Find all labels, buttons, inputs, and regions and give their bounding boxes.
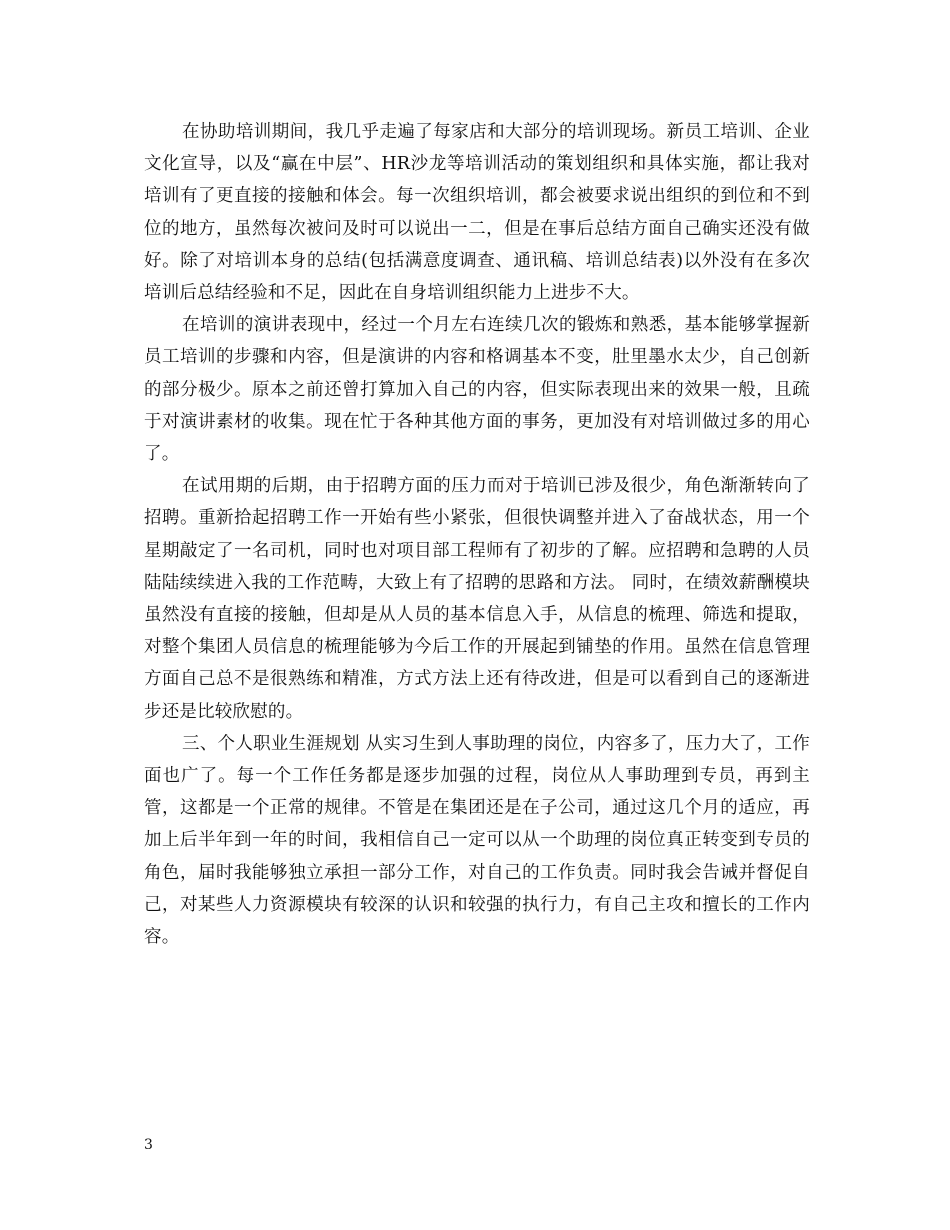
paragraph-career-planning: 三、个人职业生涯规划 从实习生到人事助理的岗位，内容多了，压力大了，工作面也广了。每一个工作任务都是逐步加强的过程，岗位从人事助理到专员，再到主管，这都是一个正常的规律。不管是在集团还是在子公司，通过这几个月的适应，再加上后半年到一年的时间，我相信自己一定可以从一个助理的岗位真正转变到专员的角色，届时我能够独立承担一部分工作，对自己的工作负责。同时我会告诫并督促自己，对某些人力资源模块有较深的认识和较强的执行力，有自己主攻和擅长的工作内容。 bbox=[144, 733, 810, 948]
paragraph-training-speech: 在培训的演讲表现中，经过一个月左右连续几次的锻炼和熟悉，基本能够掌握新员工培训的步骤和内容，但是演讲的内容和格调基本不变，肚里墨水太少，自己创新的部分极少。原本之前还曾打算加入自己的内容，但实际表现出来的效果一般，且疏于对演讲素材的收集。现在忙于各种其他方面的事务，更加没有对培训做过多的用心了。 bbox=[144, 315, 810, 465]
paragraph-training-assistance: 在协助培训期间，我几乎走遍了每家店和大部分的培训现场。新员工培训、企业文化宣导，以及“赢在中层”、HR沙龙等培训活动的策划组织和具体实施，都让我对培训有了更直接的接触和体会。每一次组织培训，都会被要求说出组织的到位和不到位的地方，虽然每次被问及时可以说出一二，但是在事后总结方面自己确实还没有做好。除了对培训本身的总结(包括满意度调查、通讯稿、培训总结表)以外没有在多次培训后总结经验和不足，因此在自身培训组织能力上进步不大。 bbox=[144, 122, 810, 304]
page-number: 3 bbox=[144, 1137, 153, 1153]
paragraph-recruitment: 在试用期的后期，由于招聘方面的压力而对于培训已涉及很少，角色渐渐转向了招聘。重新拾起招聘工作一开始有些小紧张，但很快调整并进入了奋战状态，用一个星期敲定了一名司机，同时也对项目部工程师有了初步的了解。应招聘和急聘的人员陆陆续续进入我的工作范畴，大致上有了招聘的思路和方法。 同时，在绩效薪酬模块虽然没有直接的接触，但却是从人员的基本信息入手，从信息的梳理、筛选和提取，对整个集团人员信息的梳理能够为今后工作的开展起到铺垫的作用。虽然在信息管理方面自己总不是很熟练和精准，方式方法上还有待改进，但是可以看到自己的逐渐进步还是比较欣慰的。 bbox=[144, 476, 810, 722]
document-body bbox=[144, 116, 810, 953]
